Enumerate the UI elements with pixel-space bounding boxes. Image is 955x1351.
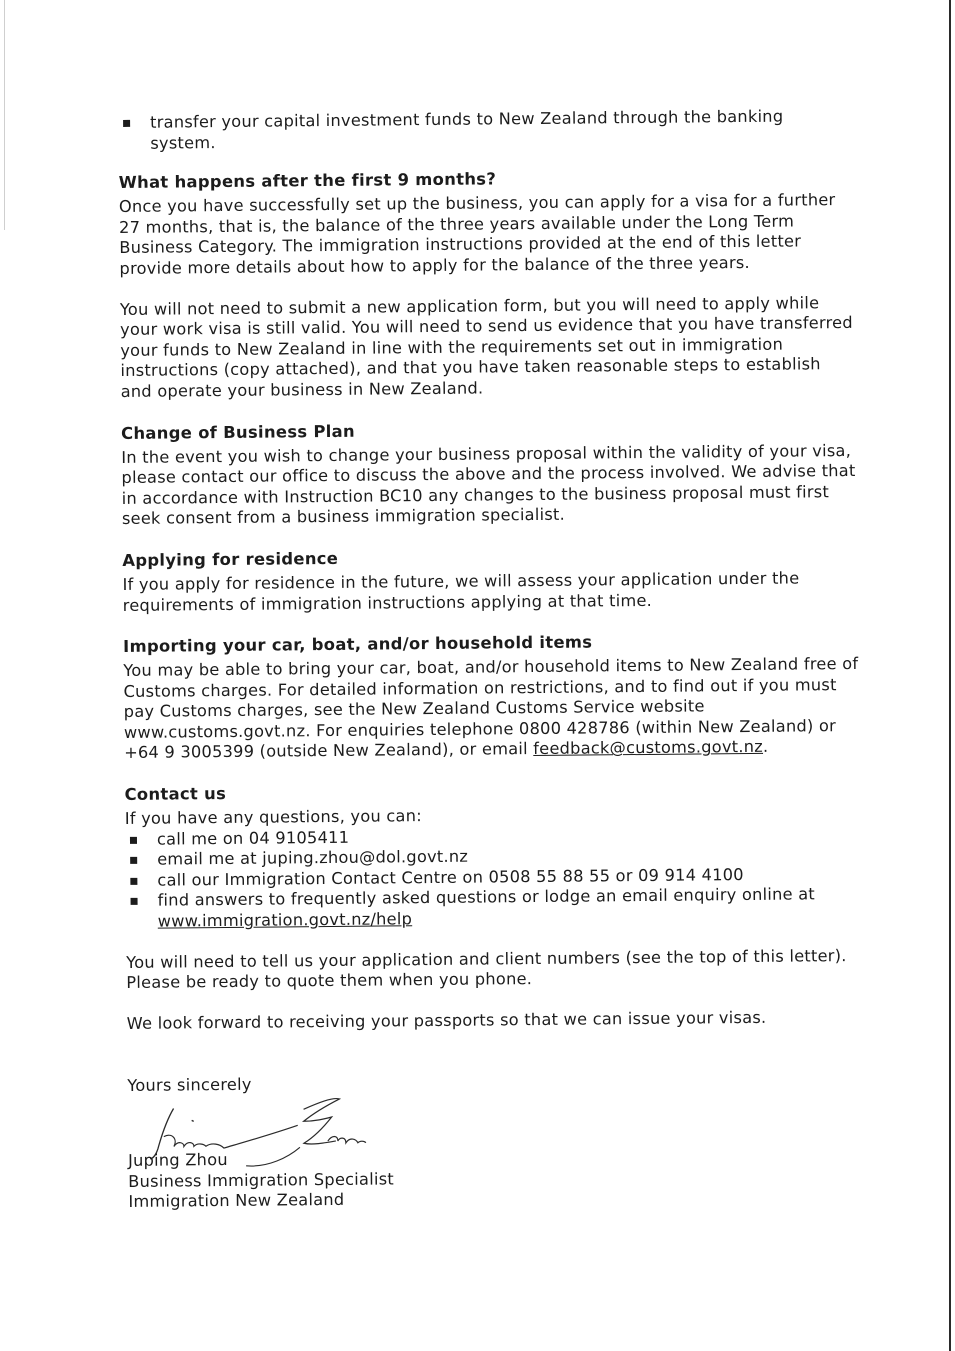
heading-applying-residence: Applying for residence [122,548,339,570]
bullet-call-me: call me on 04 9105411 [125,823,860,851]
paragraph-further-visa: Once you have successfully set up the business, you can apply for a visa for a further 27 months, that is, the balance of the three years available under the Long Term Business Category. The immigration instructions provided at the end of this letter provide more details about how to apply for the balance of the three years. [118,190,836,278]
contact-bullet-list [125,823,861,933]
heading-after-9-months: What happens after the first 9 months? [118,169,497,193]
paragraph-customs [123,654,859,764]
top-bullet-list [118,106,853,154]
signature-block [127,1069,863,1212]
scan-edge-left [4,0,5,230]
signatory-name: Juping Zhou [127,1149,228,1170]
heading-importing-items: Importing your car, boat, and/or household items [123,632,593,657]
scan-edge-right [949,0,951,1351]
contact-intro: If you have any questions, you can: [124,806,422,829]
bullet-contact-centre: call our Immigration Contact Centre on 0508 55 88 55 or 09 914 4100 [125,864,860,892]
signatory-organisation: Immigration New Zealand [128,1190,345,1212]
paragraph-no-new-form: You will not need to submit a new application form, but you will need to apply while your work visa is still valid. You will need to send us evidence that you have transferred your funds to New Zealand in line with the requirements set out in immigration instructions (copy attached), and that you have taken reasonable steps to establish and operate your business in New Zealand. [119,292,853,401]
customs-period: . [762,737,769,757]
signatory-title: Business Immigration Specialist [128,1168,395,1191]
customs-email-link[interactable]: feedback@customs.govt.nz [533,737,764,759]
faq-text: find answers to frequently asked questions or lodge an email enquiry online at [157,884,816,911]
paragraph-change-plan: In the event you wish to change your business proposal within the validity of your visa, please contact our office to discuss the above and the process involved. We advise that in accordance with Instruction BC10 any changes to the business proposal must first seek consent from a business immigration specialist. [121,440,856,529]
bullet-email-me: email me at juping.zhou@dol.govt.nz [125,843,860,871]
bullet-transfer-funds: transfer your capital investment funds to New Zealand through the banking system. [118,106,853,154]
paragraph-residence: If you apply for residence in the future, we will assess your application under the requirements of immigration instructions applying at that time. [122,568,800,615]
salutation: Yours sincerely [127,1075,252,1096]
letter-page [118,106,864,1213]
customs-text: You may be able to bring your car, boat, and/or household items to New Zealand free of Customs charges. For detailed information on restrictions, and to find out if you must pay Customs charges, see the New Zealand Customs Service website www.customs.govt.nz. For enquiries telephone 0800 428786 (within New Zealand) or +64 9 3005399 (outside New Zealand), or email [123,654,859,763]
paragraph-application-numbers: You will need to tell us your application and client numbers (see the top of this letter). Please be ready to quote them when you phone. [126,945,847,993]
heading-change-business-plan: Change of Business Plan [120,421,356,443]
bullet-faq [125,884,860,932]
paragraph-passports: We look forward to receiving your passports so that we can issue your visas. [126,1007,767,1033]
heading-contact-us: Contact us [124,784,227,805]
immigration-help-link[interactable]: www.immigration.govt.nz/help [157,909,413,931]
